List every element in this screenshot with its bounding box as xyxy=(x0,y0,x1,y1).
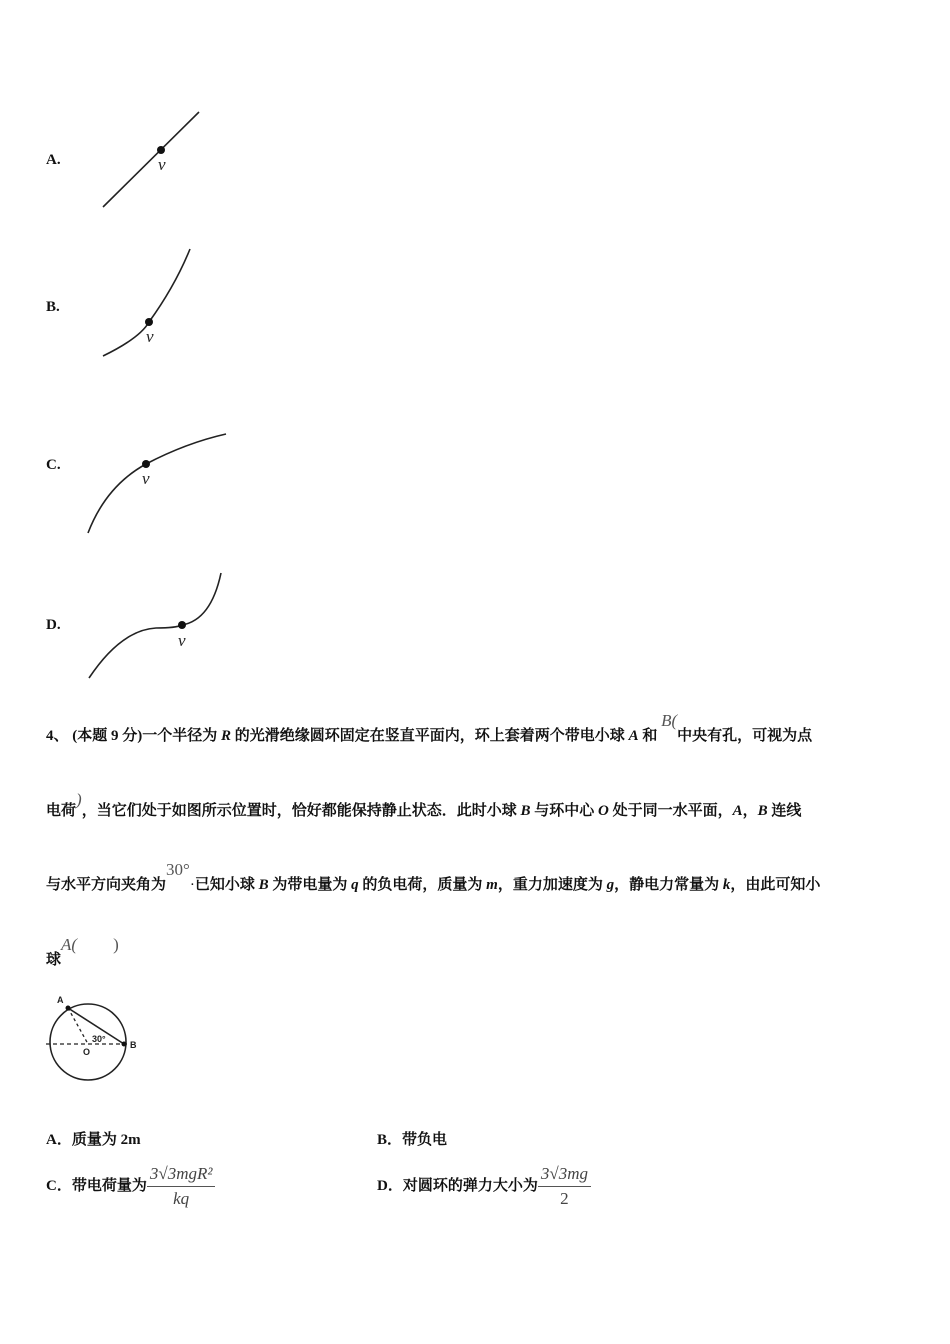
option-c-label: C. xyxy=(46,457,61,473)
text: 球 xyxy=(46,952,62,968)
label-A: A xyxy=(57,995,64,1005)
label-angle: 30° xyxy=(92,1034,106,1044)
math-close-paren: ) xyxy=(113,935,119,954)
math-A: A( xyxy=(61,935,78,954)
text: ，静电力常量为 xyxy=(614,877,723,893)
var-g: g xyxy=(606,877,615,893)
math-angle: 30° xyxy=(166,860,190,879)
option-a-label: A. xyxy=(46,152,61,168)
text: 处于同一水平面， xyxy=(608,803,733,819)
ring-diagram xyxy=(44,990,144,1088)
label-O: O xyxy=(83,1047,91,1057)
text: 连线 xyxy=(767,803,802,819)
question-number: 4、 xyxy=(46,728,69,744)
question-line-1 xyxy=(46,711,813,745)
var-k: k xyxy=(722,877,731,893)
concave-up-curve-figure xyxy=(100,246,200,360)
svg-text:v: v xyxy=(158,155,166,174)
svg-text:v: v xyxy=(142,469,150,488)
question-line-2 xyxy=(46,790,802,820)
straight-line-figure xyxy=(100,108,210,210)
var-O: O xyxy=(597,803,609,819)
text: 的负电荷，质量为 xyxy=(358,877,487,893)
var-A: A xyxy=(628,728,639,744)
var-B: B xyxy=(757,803,768,819)
option-label: B． xyxy=(377,1132,403,1148)
text: 与水平方向夹角为 xyxy=(46,877,167,893)
option-text: 带电荷量为 xyxy=(71,1177,147,1194)
option-label: C． xyxy=(46,1177,72,1194)
text: 一个半径为 xyxy=(142,728,222,744)
text: · xyxy=(189,877,195,893)
option-text: 质量为 xyxy=(71,1132,121,1148)
text: 和 xyxy=(638,728,662,744)
fraction xyxy=(147,1164,216,1209)
math-B: B( xyxy=(661,711,678,730)
text: ，重力加速度为 xyxy=(497,877,607,893)
math-paren: ) xyxy=(76,790,82,809)
var-R: R xyxy=(221,728,232,744)
text: 为带电量为 xyxy=(268,877,352,893)
option-math: 2m xyxy=(120,1132,141,1148)
text: ，当它们处于如图所示位置时，恰好都能保持静止状态．此时小球 xyxy=(81,803,521,819)
var-m: m xyxy=(486,877,498,893)
text: 中央有孔，可视为点 xyxy=(677,728,813,744)
denominator: 2 xyxy=(560,1189,569,1208)
answer-option-d[interactable] xyxy=(377,1164,591,1209)
var-B: B xyxy=(520,803,531,819)
answer-option-b[interactable] xyxy=(377,1128,447,1149)
option-text: 带负电 xyxy=(402,1132,448,1148)
option-b-label: B. xyxy=(46,299,60,315)
var-A: A xyxy=(732,803,743,819)
question-line-4 xyxy=(46,935,119,969)
answer-option-a[interactable] xyxy=(46,1128,141,1149)
option-text: 对圆环的弹力大小为 xyxy=(402,1177,538,1194)
answer-option-c[interactable] xyxy=(46,1164,215,1209)
s-curve-figure xyxy=(86,570,226,682)
text: 与环中心 xyxy=(530,803,598,819)
svg-text:v: v xyxy=(146,327,154,346)
numerator: 3√3mgR² xyxy=(147,1164,216,1187)
option-label: A． xyxy=(46,1132,72,1148)
fraction xyxy=(538,1164,591,1209)
option-d-label: D. xyxy=(46,617,61,633)
text: ，由此可知小 xyxy=(730,877,821,893)
label-B: B xyxy=(130,1040,137,1050)
concave-down-curve-figure xyxy=(86,431,230,537)
svg-text:v: v xyxy=(178,631,186,650)
text: 已知小球 xyxy=(194,877,259,893)
question-line-3 xyxy=(46,860,821,894)
text: ， xyxy=(742,803,758,819)
text: 电荷 xyxy=(46,803,77,819)
text: 的光滑绝缘圆环固定在竖直平面内，环上套着两个带电小球 xyxy=(231,728,629,744)
var-q: q xyxy=(351,877,359,893)
var-B: B xyxy=(258,877,269,893)
option-label: D． xyxy=(377,1177,403,1194)
numerator: 3√3mg xyxy=(538,1164,591,1187)
denominator: kq xyxy=(173,1189,190,1208)
question-score: (本题 9 分) xyxy=(72,728,143,744)
